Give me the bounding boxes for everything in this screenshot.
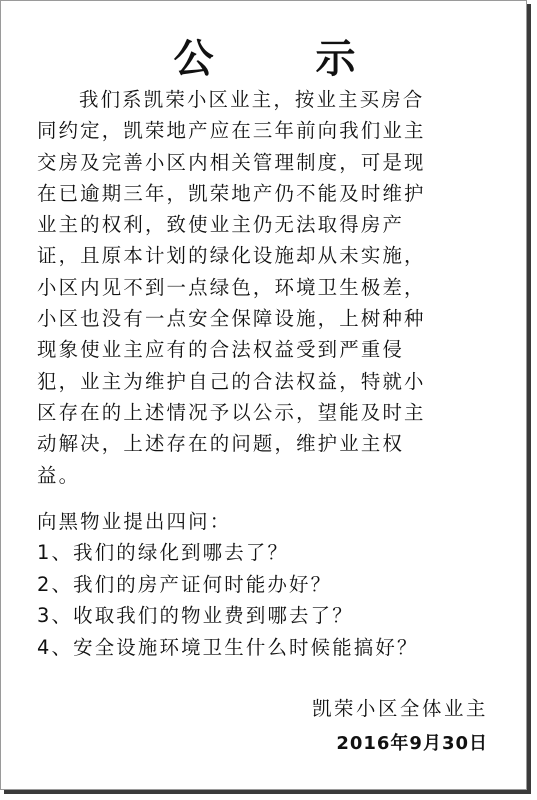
body-line: 益。: [37, 463, 81, 487]
question-item: 1、我们的绿化到哪去了？: [37, 541, 290, 564]
body-line: 动解决，上述存在的问题，维护业主权: [37, 432, 405, 456]
signature: 凯荣小区全体业主: [312, 697, 488, 720]
body-line: 在已逾期三年，凯荣地产仍不能及时维护: [37, 181, 426, 205]
body-line: 证，且原本计划的绿化设施却从未实施，: [37, 244, 426, 268]
body-line: 同约定，凯荣地产应在三年前向我们业主: [37, 119, 426, 143]
notice-title: 公 示: [173, 36, 400, 82]
notice-body: [37, 84, 507, 491]
body-line: 业主的权利，致使业主仍无法取得房产: [37, 213, 405, 237]
body-line: 我们系凯荣小区业主，按业主买房合: [79, 88, 425, 111]
body-line: 犯，业主为维护自己的合法权益，特就小: [37, 369, 426, 393]
questions-heading: 向黑物业提出四问：: [37, 510, 232, 533]
question-item: 3、收取我们的物业费到哪去了？: [37, 604, 354, 627]
body-line: 现象使业主应有的合法权益受到严重侵: [37, 338, 405, 362]
body-line: 交房及完善小区内相关管理制度，可是现: [37, 150, 426, 174]
body-line: 小区也没有一点安全保障设施，上树种种: [37, 307, 426, 331]
body-line: 区存在的上述情况予以公示，望能及时主: [37, 400, 426, 424]
question-item: 2、我们的房产证何时能办好？: [37, 572, 333, 596]
body-line: 小区内见不到一点绿色，环境卫生极差，: [37, 275, 426, 299]
question-item: 4、安全设施环境卫生什么时候能搞好？: [37, 635, 419, 659]
notice-date: 2016年9月30日: [336, 733, 488, 754]
questions-list: [37, 537, 419, 663]
